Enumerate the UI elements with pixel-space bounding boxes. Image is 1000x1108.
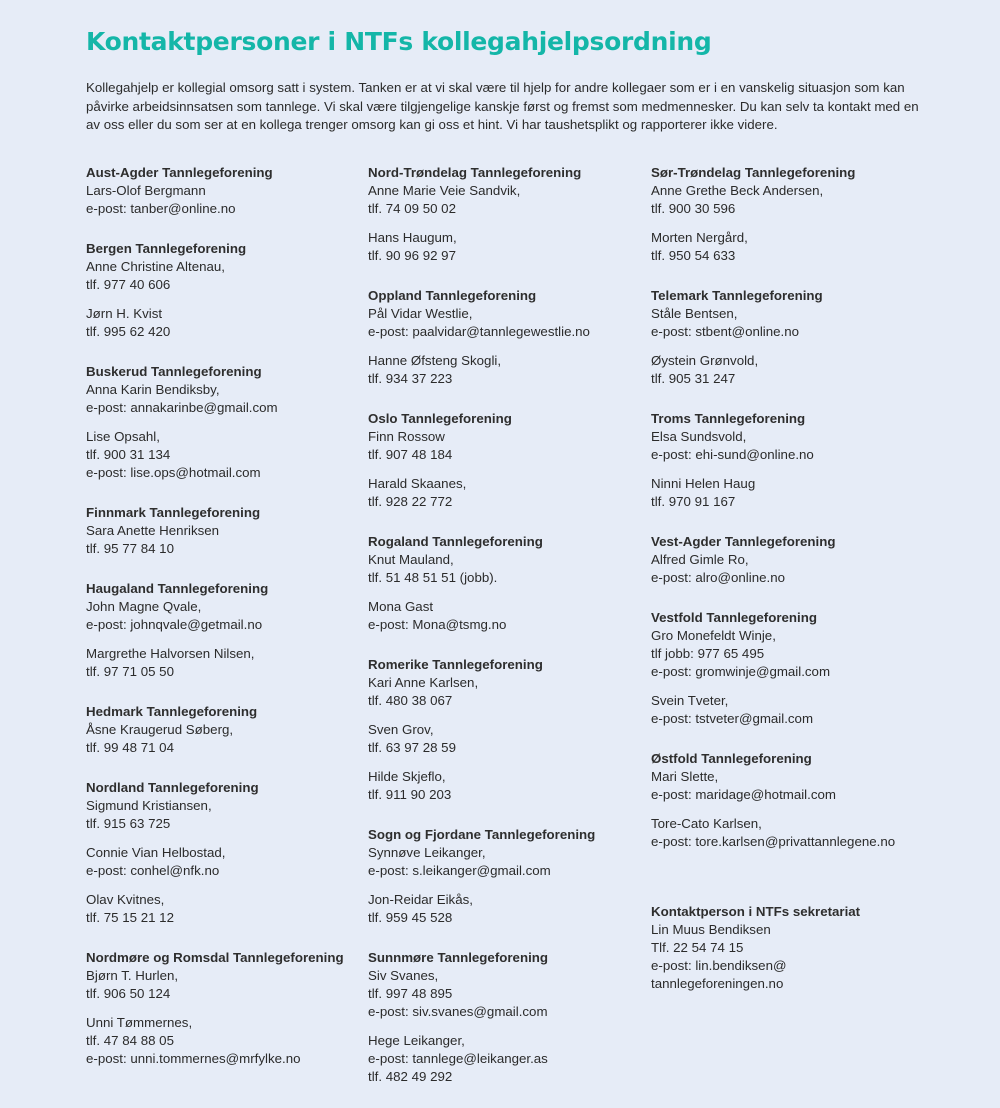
organisation-block — [651, 750, 951, 851]
contact-person — [86, 381, 386, 417]
contact-detail: tlf. 995 62 420 — [86, 324, 171, 339]
contact-email: e-post: paalvidar@tannlegewestlie.no — [368, 324, 590, 339]
contact-name: Unni Tømmernes, — [86, 1015, 193, 1030]
contact-person — [86, 844, 386, 880]
organisation-name: Finnmark Tannlegeforening — [86, 505, 261, 520]
contact-name: Svein Tveter, — [651, 693, 729, 708]
contact-name: Jørn H. Kvist — [86, 306, 163, 321]
contact-person — [651, 921, 951, 993]
contact-detail: tlf. 74 09 50 02 — [368, 201, 456, 216]
organisation-name: Nord-Trøndelag Tannlegeforening — [368, 165, 582, 180]
contact-name: Hilde Skjeflo, — [368, 769, 446, 784]
contact-name: Finn Rossow — [368, 429, 445, 444]
contact-name: Bjørn T. Hurlen, — [86, 968, 179, 983]
contact-person — [651, 475, 951, 511]
contact-person — [651, 305, 951, 341]
contact-detail: tlf. 915 63 725 — [86, 816, 171, 831]
organisation-name: Telemark Tannlegeforening — [651, 288, 823, 303]
organisation-name: Hedmark Tannlegeforening — [86, 704, 258, 719]
contact-detail: tlf. 997 48 895 — [368, 986, 453, 1001]
contact-detail: tlf. 934 37 223 — [368, 371, 453, 386]
contact-email: e-post: Mona@tsmg.no — [368, 617, 507, 632]
contact-email: e-post: siv.svanes@gmail.com — [368, 1004, 548, 1019]
contact-person — [86, 305, 386, 341]
contact-person — [368, 229, 668, 265]
contact-detail: tlf. 950 54 633 — [651, 248, 736, 263]
contact-person — [86, 428, 386, 482]
organisation-name: Bergen Tannlegeforening — [86, 241, 247, 256]
contact-email: e-post: johnqvale@getmail.no — [86, 617, 263, 632]
contact-name: Sven Grov, — [368, 722, 434, 737]
organisation-name: Buskerud Tannlegeforening — [86, 364, 262, 379]
contact-name: Alfred Gimle Ro, — [651, 552, 749, 567]
contact-detail: tlf. 977 40 606 — [86, 277, 171, 292]
contact-detail: tlf. 911 90 203 — [368, 787, 452, 802]
contact-detail: tlf. 905 31 247 — [651, 371, 736, 386]
organisation-block — [368, 826, 668, 927]
contact-name: Lise Opsahl, — [86, 429, 160, 444]
organisation-name: Østfold Tannlegeforening — [651, 751, 812, 766]
contact-name: Sigmund Kristiansen, — [86, 798, 212, 813]
contact-email: e-post: stbent@online.no — [651, 324, 800, 339]
organisation-block — [651, 903, 951, 993]
contact-email: e-post: lise.ops@hotmail.com — [86, 465, 261, 480]
contact-name: Lars-Olof Bergmann — [86, 183, 206, 198]
organisation-name: Troms Tannlegeforening — [651, 411, 806, 426]
organisation-block — [86, 504, 386, 558]
organisation-name: Haugaland Tannlegeforening — [86, 581, 269, 596]
organisation-name: Nordmøre og Romsdal Tannlegeforening — [86, 950, 344, 965]
secretariat-contact — [651, 903, 951, 1015]
contact-name: Knut Mauland, — [368, 552, 454, 567]
contact-person — [651, 182, 951, 218]
organisation-name: Nordland Tannlegeforening — [86, 780, 259, 795]
contact-person — [368, 428, 668, 464]
contact-detail: tlf. 75 15 21 12 — [86, 910, 174, 925]
contact-detail: tlf. 970 91 167 — [651, 494, 736, 509]
contact-detail: tlf. 900 30 596 — [651, 201, 736, 216]
contact-person — [651, 815, 951, 851]
contact-name: Lin Muus Bendiksen — [651, 922, 771, 937]
contact-email: e-post: tannlege@leikanger.as — [368, 1051, 548, 1066]
contact-person — [368, 1032, 668, 1086]
contact-name: Tore-Cato Karlsen, — [651, 816, 762, 831]
organisation-name: Rogaland Tannlegeforening — [368, 534, 543, 549]
contact-person — [86, 967, 386, 1003]
contact-name: Sara Anette Henriksen — [86, 523, 220, 538]
contact-name: Siv Svanes, — [368, 968, 439, 983]
contact-person — [86, 598, 386, 634]
contact-name: Olav Kvitnes, — [86, 892, 165, 907]
contact-person — [368, 891, 668, 927]
contact-name: Mona Gast — [368, 599, 434, 614]
contact-email: e-post: tanber@online.no — [86, 201, 236, 216]
contact-column-2 — [368, 164, 668, 1108]
contact-name: Pål Vidar Westlie, — [368, 306, 473, 321]
organisation-name: Sør-Trøndelag Tannlegeforening — [651, 165, 856, 180]
contact-name: Anne Christine Altenau, — [86, 259, 225, 274]
contact-detail: tlf. 900 31 134 — [86, 447, 171, 462]
contact-email: e-post: tore.karlsen@privattannlegene.no — [651, 834, 896, 849]
organisation-name: Oppland Tannlegeforening — [368, 288, 537, 303]
contact-person — [86, 645, 386, 681]
organisation-name: Vestfold Tannlegeforening — [651, 610, 817, 625]
contact-person — [368, 305, 668, 341]
contact-person — [651, 627, 951, 681]
contact-person — [368, 598, 668, 634]
contact-person — [368, 768, 668, 804]
contact-person — [368, 182, 668, 218]
contact-name: Synnøve Leikanger, — [368, 845, 486, 860]
contact-detail: Tlf. 22 54 74 15 — [651, 940, 744, 955]
organisation-block — [651, 533, 951, 587]
contact-detail: tlf. 51 48 51 51 (jobb). — [368, 570, 498, 585]
contact-detail: tlf jobb: 977 65 495 — [651, 646, 765, 661]
contact-detail: tlf. 480 38 067 — [368, 693, 453, 708]
organisation-block — [368, 949, 668, 1086]
contact-person — [368, 674, 668, 710]
contact-person — [368, 967, 668, 1021]
contact-person — [86, 797, 386, 833]
contact-name: Hege Leikanger, — [368, 1033, 465, 1048]
contact-name: Mari Slette, — [651, 769, 719, 784]
organisation-block — [368, 410, 668, 511]
organisation-block — [86, 703, 386, 757]
contact-person — [86, 182, 386, 218]
contact-person — [86, 522, 386, 558]
contact-person — [651, 229, 951, 265]
contact-email: e-post: alro@online.no — [651, 570, 785, 585]
contact-person — [86, 258, 386, 294]
page-title: Kontaktpersoner i NTFs kollegahjelpsordning — [86, 27, 712, 56]
contact-detail: tlf. 907 48 184 — [368, 447, 453, 462]
organisation-block — [86, 164, 386, 218]
contact-person — [368, 721, 668, 757]
contact-detail: tlf. 906 50 124 — [86, 986, 171, 1001]
contact-name: Kari Anne Karlsen, — [368, 675, 479, 690]
organisation-block — [86, 779, 386, 927]
organisation-name: Sogn og Fjordane Tannlegeforening — [368, 827, 596, 842]
contact-person — [368, 551, 668, 587]
contact-name: Øystein Grønvold, — [651, 353, 759, 368]
organisation-block — [368, 287, 668, 388]
contact-column-1 — [86, 164, 386, 1090]
organisation-block — [368, 656, 668, 804]
contact-detail: tlf. 959 45 528 — [368, 910, 453, 925]
contact-detail: tannlegeforeningen.no — [651, 976, 784, 991]
organisation-block — [651, 287, 951, 388]
contact-person — [651, 551, 951, 587]
contact-name: Ståle Bentsen, — [651, 306, 738, 321]
organisation-name: Oslo Tannlegeforening — [368, 411, 512, 426]
organisation-block — [651, 164, 951, 265]
contact-name: Gro Monefeldt Winje, — [651, 628, 776, 643]
organisation-block — [368, 164, 668, 265]
organisation-block — [86, 363, 386, 482]
organisation-block — [651, 609, 951, 728]
contact-person — [86, 1014, 386, 1068]
contact-email: e-post: s.leikanger@gmail.com — [368, 863, 551, 878]
contact-detail: tlf. 90 96 92 97 — [368, 248, 456, 263]
contact-detail: tlf. 928 22 772 — [368, 494, 453, 509]
contact-name: Åsne Kraugerud Søberg, — [86, 722, 234, 737]
contact-email: e-post: conhel@nfk.no — [86, 863, 220, 878]
contact-name: Connie Vian Helbostad, — [86, 845, 226, 860]
contact-name: Hanne Øfsteng Skogli, — [368, 353, 502, 368]
contact-email: e-post: annakarinbe@gmail.com — [86, 400, 278, 415]
contact-email: e-post: tstveter@gmail.com — [651, 711, 814, 726]
contact-email: e-post: lin.bendiksen@ — [651, 958, 787, 973]
contact-email: e-post: maridage@hotmail.com — [651, 787, 836, 802]
organisation-block — [368, 533, 668, 634]
contact-name: Margrethe Halvorsen Nilsen, — [86, 646, 255, 661]
contact-name: John Magne Qvale, — [86, 599, 202, 614]
contact-name: Morten Nergård, — [651, 230, 748, 245]
organisation-name: Romerike Tannlegeforening — [368, 657, 543, 672]
contact-detail: tlf. 482 49 292 — [368, 1069, 453, 1084]
contact-person — [368, 475, 668, 511]
contact-person — [651, 428, 951, 464]
contact-person — [86, 891, 386, 927]
organisation-name: Vest-Agder Tannlegeforening — [651, 534, 836, 549]
contact-person — [368, 352, 668, 388]
contact-person — [651, 768, 951, 804]
contact-email: e-post: ehi-sund@online.no — [651, 447, 814, 462]
contact-person — [368, 844, 668, 880]
contact-name: Hans Haugum, — [368, 230, 457, 245]
organisation-name: Sunnmøre Tannlegeforening — [368, 950, 549, 965]
contact-name: Anne Marie Veie Sandvik, — [368, 183, 521, 198]
contact-name: Anna Karin Bendiksby, — [86, 382, 220, 397]
contact-email: e-post: unni.tommernes@mrfylke.no — [86, 1051, 301, 1066]
contact-person — [651, 352, 951, 388]
intro-paragraph: Kollegahjelp er kollegial omsorg satt i system. Tanken er at vi skal være til hjelp for andre kollegaer som er i en vanskelig situasjon som kan påvirke arbeidsinnsatsen som tannlege. Vi skal være tilgjengelige kanskje først og fremst som medmennesker. Du kan selv ta kontakt med en av oss eller du som ser at en kollega trenger omsorg kan gi oss et hint. Vi har taushetsplikt og rapporterer ikke videre. — [86, 80, 919, 132]
contact-person — [651, 692, 951, 728]
organisation-block — [651, 410, 951, 511]
contact-detail: tlf. 97 71 05 50 — [86, 664, 174, 679]
contact-name: Elsa Sundsvold, — [651, 429, 747, 444]
organisation-name: Kontaktperson i NTFs sekretariat — [651, 904, 861, 919]
contact-name: Anne Grethe Beck Andersen, — [651, 183, 824, 198]
organisation-name: Aust-Agder Tannlegeforening — [86, 165, 273, 180]
contact-name: Ninni Helen Haug — [651, 476, 756, 491]
contact-person — [86, 721, 386, 757]
organisation-block — [86, 949, 386, 1068]
contact-column-3 — [651, 164, 951, 873]
organisation-block — [86, 240, 386, 341]
contact-detail: tlf. 63 97 28 59 — [368, 740, 456, 755]
contact-detail: tlf. 99 48 71 04 — [86, 740, 174, 755]
contact-email: e-post: gromwinje@gmail.com — [651, 664, 831, 679]
contact-detail: tlf. 95 77 84 10 — [86, 541, 174, 556]
contact-detail: tlf. 47 84 88 05 — [86, 1033, 174, 1048]
contact-name: Harald Skaanes, — [368, 476, 467, 491]
organisation-block — [86, 580, 386, 681]
contact-name: Jon-Reidar Eikås, — [368, 892, 473, 907]
